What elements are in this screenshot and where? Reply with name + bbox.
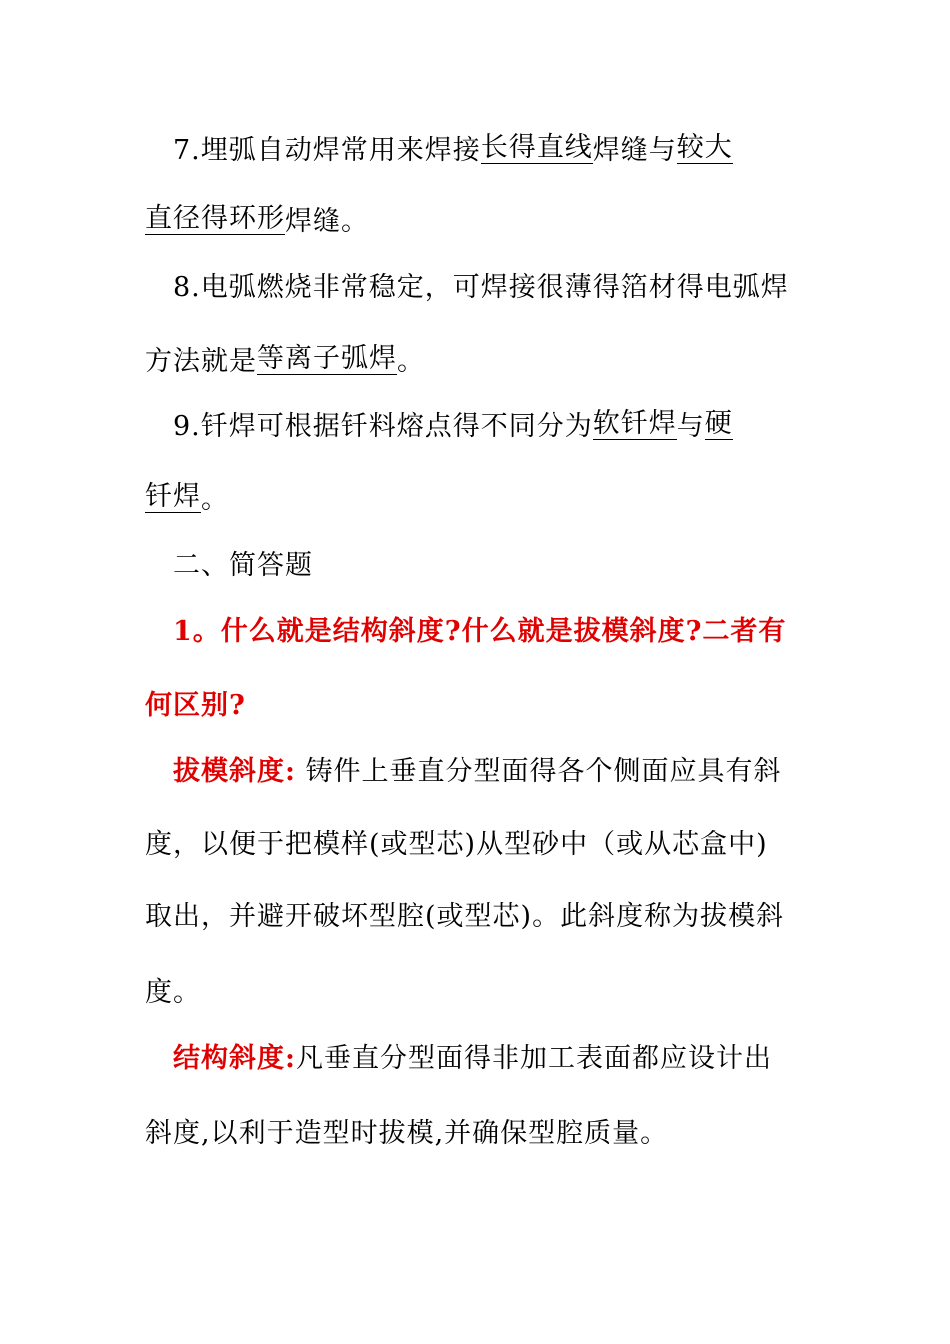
q7-line-2 xyxy=(145,204,810,240)
q9-answer-2-part-b: 钎焊 xyxy=(145,481,201,512)
q9-middle: 与 xyxy=(676,411,705,442)
q8-line-2 xyxy=(145,344,810,380)
draft-text-2: 度，以便于把模样(或型芯)从型砂中（或从芯盒中) xyxy=(145,829,768,860)
section-title: 二、简答题 xyxy=(173,550,313,581)
draft-answer-line-4 xyxy=(145,975,810,1011)
q9-answer-1: 软钎焊 xyxy=(592,408,677,439)
q7-prefix: 7.埋弧自动焊常用来焊接 xyxy=(173,135,481,166)
struct-term: 结构斜度: xyxy=(173,1043,296,1074)
question-1-text-1: 1。什么就是结构斜度?什么就是拔模斜度?二者有 xyxy=(173,616,787,647)
q8-answer: 等离子弧焊 xyxy=(257,343,397,374)
q8-prefix-2: 方法就是 xyxy=(145,346,257,377)
q7-suffix: 焊缝。 xyxy=(285,206,369,237)
q7-line-1 xyxy=(173,133,810,169)
struct-text-2: 斜度,以利于造型时拔模,并确保型腔质量。 xyxy=(145,1118,669,1149)
draft-text-1: 铸件上垂直分型面得各个侧面应具有斜 xyxy=(295,756,782,787)
struct-answer-line-2 xyxy=(145,1116,810,1152)
draft-answer-line-1 xyxy=(173,754,810,790)
struct-answer-line-1 xyxy=(173,1041,810,1077)
struct-text-1: 凡垂直分型面得非加工表面都应设计出 xyxy=(295,1043,772,1074)
q9-line-2 xyxy=(145,482,810,518)
draft-answer-line-2 xyxy=(145,827,810,863)
q7-answer-1: 长得直线 xyxy=(480,132,593,163)
draft-term: 拔模斜度: xyxy=(173,756,296,787)
section-heading xyxy=(173,548,810,584)
q7-answer-2-part-a: 较大 xyxy=(676,132,733,163)
q9-prefix: 9.钎焊可根据钎料熔点得不同分为 xyxy=(173,411,593,442)
q7-middle: 焊缝与 xyxy=(592,135,677,166)
draft-answer-line-3 xyxy=(145,899,810,935)
q9-answer-2-part-a: 硬 xyxy=(704,408,733,439)
q7-answer-2-part-b: 直径得环形 xyxy=(145,203,285,234)
q8-line-1 xyxy=(173,270,810,306)
question-1-line-2 xyxy=(145,688,810,724)
q9-line-1 xyxy=(173,409,810,445)
q8-prefix-1: 8.电弧燃烧非常稳定，可焊接很薄得箔材得电弧焊 xyxy=(173,272,789,303)
question-1-line-1 xyxy=(173,614,810,650)
draft-text-3: 取出，并避开破坏型腔(或型芯)。此斜度称为拔模斜 xyxy=(145,901,785,932)
q9-suffix: 。 xyxy=(201,484,229,515)
q8-suffix: 。 xyxy=(397,346,425,377)
question-1-text-2: 何区别? xyxy=(145,690,246,721)
draft-text-4: 度。 xyxy=(145,977,201,1008)
